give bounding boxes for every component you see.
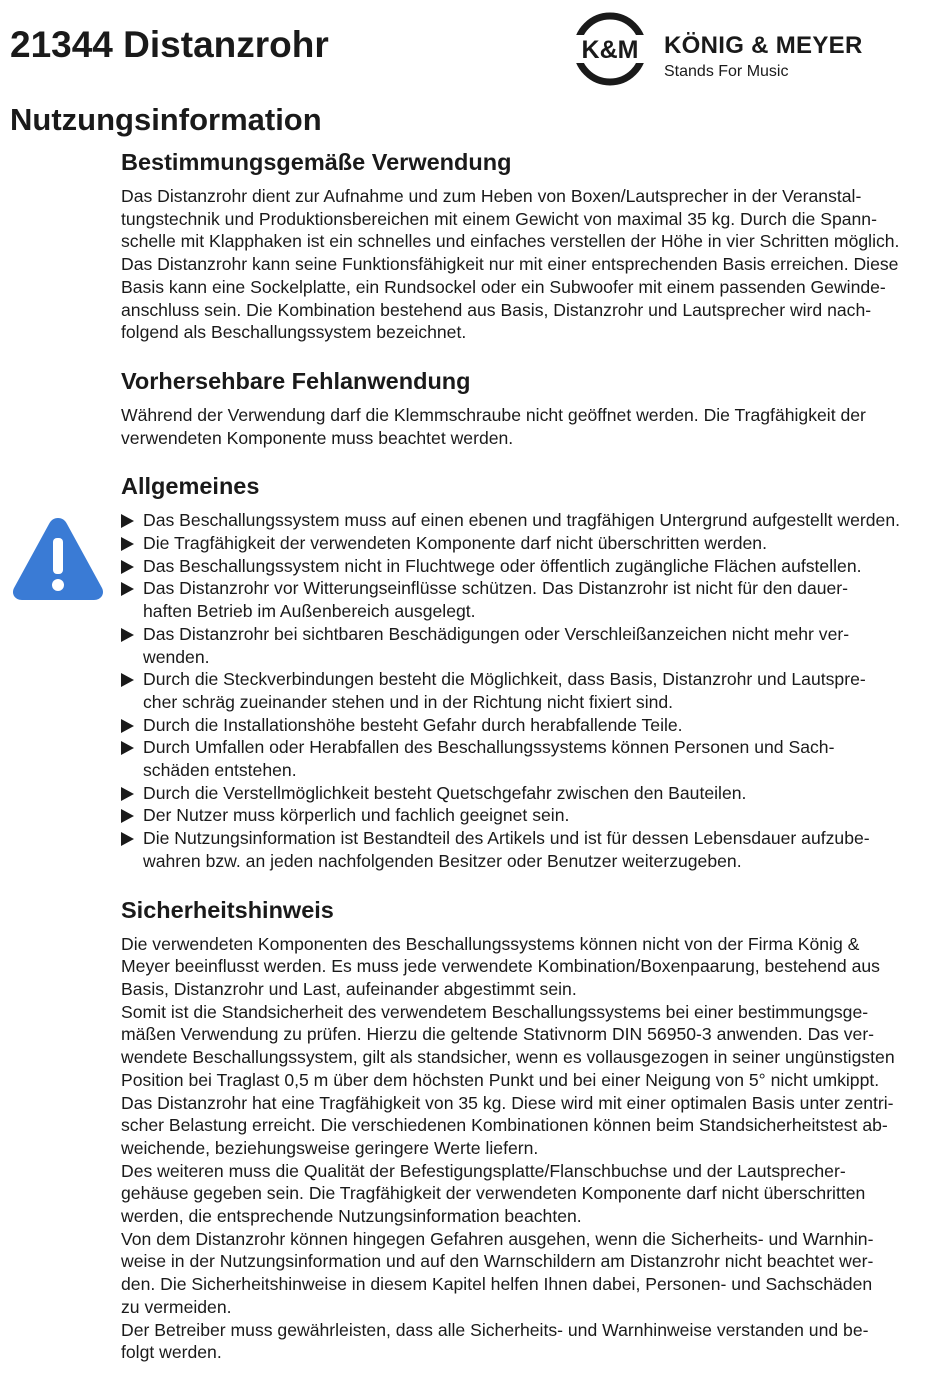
text-line: anschluss sein. Die Kombination bestehend aus Basis, Distanzrohr und Lautsprecher wird nach- <box>121 299 872 320</box>
logo-monogram: K&M <box>581 36 639 64</box>
section-general <box>121 469 939 872</box>
text-line: Position bei Traglast 0,5 m über dem höchsten Punkt und bei einer Neigung von 5° nicht umkippt. <box>121 1069 880 1090</box>
section-intended-use <box>121 145 939 344</box>
text-line: Der Betreiber muss gewährleisten, dass alle Sicherheits- und Warnhinweise verstanden und be- <box>121 1319 869 1340</box>
document-subtitle: Nutzungsinformation <box>10 102 322 137</box>
bullet-arrow-icon <box>121 832 134 846</box>
bullet-arrow-icon <box>121 719 134 733</box>
list-item: Durch die Verstellmöglichkeit besteht Quetschgefahr zwischen den Bauteilen. <box>121 782 939 805</box>
section-heading: Allgemeines <box>121 473 260 500</box>
text-line: Von dem Distanzrohr können hingegen Gefahren ausgehen, wenn die Sicherheits- und Warnhin- <box>121 1228 874 1249</box>
section-heading: Bestimmungsgemäße Verwendung <box>121 149 512 175</box>
list-item: Der Nutzer muss körperlich und fachlich geeignet sein. <box>121 804 939 827</box>
bullet-arrow-icon <box>121 537 134 551</box>
section-text <box>121 933 939 1364</box>
bullet-arrow-icon <box>121 582 134 596</box>
text-line: verwendeten Komponente muss beachtet werden. <box>121 427 514 448</box>
text-line: Des weiteren muss die Qualität der Befestigungsplatte/Flanschbuchse und der Lautsprecher- <box>121 1160 846 1181</box>
section-text <box>121 404 939 449</box>
text-line: Meyer beeinflusst werden. Es muss jede verwendete Kombination/Boxenpaarung, bestehend aus <box>121 956 880 977</box>
document-title: 21344 Distanzrohr <box>10 24 329 65</box>
warning-triangle-icon <box>9 512 107 604</box>
text-line: den. Die Sicherheitshinweise in diesem Kapitel helfen Ihnen dabei, Personen- und Sachschäden <box>121 1274 873 1295</box>
km-logo-icon <box>562 12 658 86</box>
text-line: Basis, Distanzrohr und Last, aufeinander abgestimmt sein. <box>121 978 577 999</box>
list-item: Das Distanzrohr bei sichtbaren Beschädigungen oder Verschleißanzeichen nicht mehr ver- wenden. <box>121 623 939 668</box>
text-line: werden, die entsprechende Nutzungsinformation beachten. <box>121 1206 582 1227</box>
list-item: Das Beschallungssystem nicht in Fluchtwege oder öffentlich zugängliche Flächen aufstellen. <box>121 555 939 578</box>
bullet-arrow-icon <box>121 673 134 687</box>
text-line: tungstechnik und Produktionsbereichen mit einem Gewicht von maximal 35 kg. Durch die Spann- <box>121 208 877 229</box>
bullet-arrow-icon <box>121 514 134 528</box>
text-line: mäßen Verwendung zu prüfen. Hierzu die geltende Stativnorm DIN 56950-3 anwenden. Das ver- <box>121 1024 875 1045</box>
list-item: Durch die Installationshöhe besteht Gefahr durch herabfallende Teile. <box>121 714 939 737</box>
text-line: gehäuse gegeben sein. Die Tragfähigkeit der verwendeten Komponente darf nicht überschritten <box>121 1183 866 1204</box>
logo-tagline: Stands For Music <box>664 63 789 80</box>
text-line: Die verwendeten Komponenten des Beschallungssystems können nicht von der Firma König & <box>121 933 860 954</box>
section-text <box>121 185 939 344</box>
text-line: weise in der Nutzungsinformation und auf den Warnschildern am Distanzrohr nicht beachtet wer- <box>121 1251 874 1272</box>
section-safety <box>121 893 939 1364</box>
text-line: scher Belastung erreicht. Die verschiedenen Kombinationen können beim Standsicherheitstest ab- <box>121 1115 888 1136</box>
bullet-arrow-icon <box>121 809 134 823</box>
text-line: Das Distanzrohr dient zur Aufnahme und zum Heben von Boxen/Lautsprecher in der Veranstal- <box>121 186 862 206</box>
brand-logo <box>562 12 932 86</box>
section-misuse <box>121 364 939 449</box>
text-line: folgt werden. <box>121 1342 222 1363</box>
text-line: wendete Beschallungssystem, gilt als standsicher, wenn es vollausgezogen in seiner ungünstigsten <box>121 1047 895 1068</box>
text-line: Somit ist die Standsicherheit des verwendetem Beschallungssystems bei einer bestimmungsge- <box>121 1001 869 1022</box>
list-item: Das Beschallungssystem muss auf einen ebenen und tragfähigen Untergrund aufgestellt werden. <box>121 509 939 532</box>
section-heading: Sicherheitshinweis <box>121 896 334 923</box>
text-line: weichende, beziehungsweise geringere Werte liefern. <box>121 1137 539 1158</box>
text-line: zu vermeiden. <box>121 1296 232 1317</box>
list-item: Die Tragfähigkeit der verwendeten Komponente darf nicht überschritten werden. <box>121 532 939 555</box>
content <box>121 145 939 1384</box>
bullet-arrow-icon <box>121 628 134 642</box>
bullet-arrow-icon <box>121 560 134 574</box>
list-item: Die Nutzungsinformation ist Bestandteil des Artikels und ist für dessen Lebensdauer aufzube- wahren bzw. an jeden nachfolgenden Besitzer oder Benutzer weiterzugeben. <box>121 827 939 872</box>
section-heading: Vorhersehbare Fehlanwendung <box>121 367 471 394</box>
bullet-list <box>121 509 939 872</box>
text-line: Das Distanzrohr hat eine Tragfähigkeit von 35 kg. Diese wird mit einer optimalen Basis unter zentri- <box>121 1092 894 1113</box>
list-item: Durch Umfallen oder Herabfallen des Beschallungssystems können Personen und Sach- schäden entstehen. <box>121 736 939 781</box>
bullet-arrow-icon <box>121 787 134 801</box>
list-item: Durch die Steckverbindungen besteht die Möglichkeit, dass Basis, Distanzrohr und Lautspre- cher schräg zueinander stehen und in der Richtung nicht fixiert sind. <box>121 668 939 713</box>
bullet-arrow-icon <box>121 741 134 755</box>
list-item: Das Distanzrohr vor Witterungseinflüsse schützen. Das Distanzrohr ist nicht für den dauer- haften Betrieb im Außenbereich ausgelegt. <box>121 577 939 622</box>
text-line: Das Distanzrohr kann seine Funktionsfähigkeit nur mit einer entsprechenden Basis erreichen. Diese <box>121 254 899 275</box>
text-line: Basis kann eine Sockelplatte, ein Rundsockel oder ein Subwoofer mit einem passenden Gewinde- <box>121 276 886 297</box>
text-line: schelle mit Klapphaken ist ein schnelles und einfaches verstellen der Höhe in vier Schritten möglich. <box>121 231 900 252</box>
text-line: folgend als Beschallungssystem bezeichnet. <box>121 322 467 343</box>
text-line: Während der Verwendung darf die Klemmschraube nicht geöffnet werden. Die Tragfähigkeit der <box>121 404 866 425</box>
logo-wordmark: KÖNIG & MEYER <box>664 32 863 59</box>
